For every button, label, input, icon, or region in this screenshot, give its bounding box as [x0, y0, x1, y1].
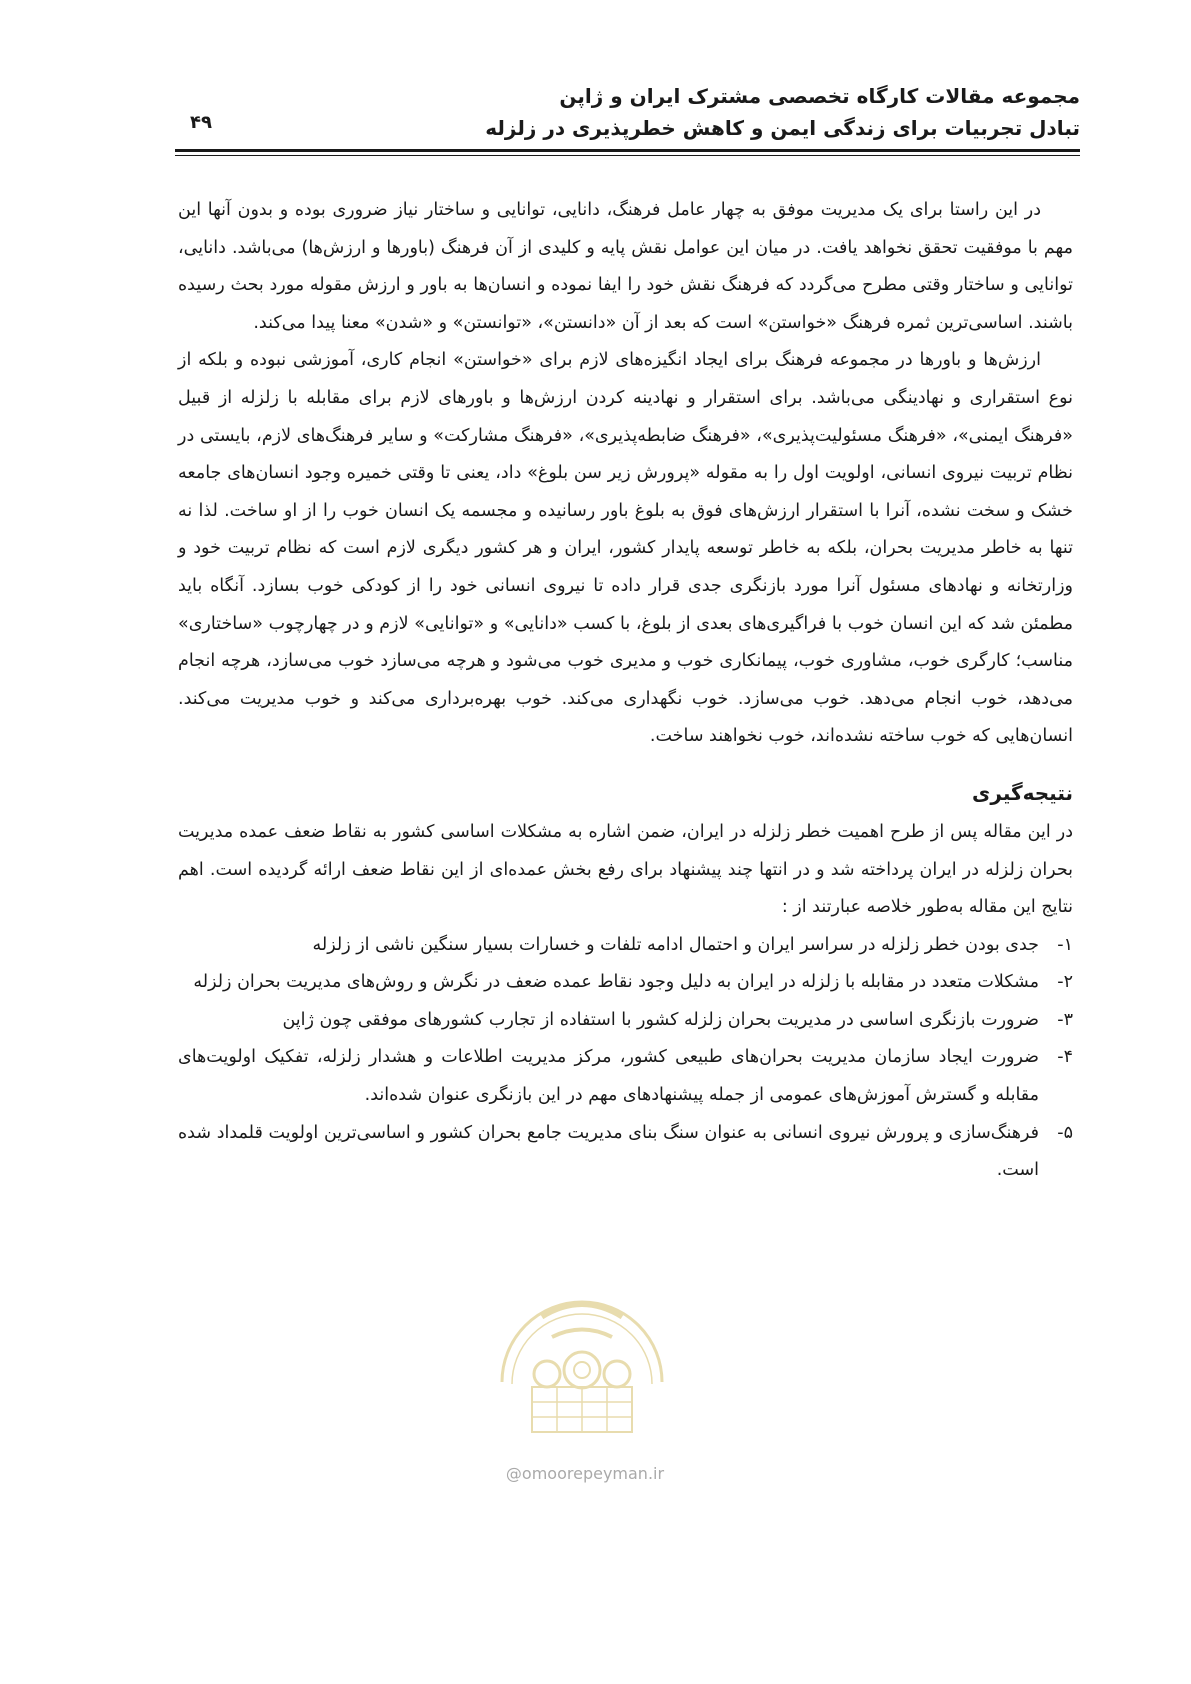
list-item-text: مشکلات متعدد در مقابله با زلزله در ایران به دلیل وجود نقاط عمده ضعف در نگرش و روش‌های مدیریت بحران زلزله — [193, 972, 1039, 993]
header-rule-thin — [175, 155, 1080, 156]
body-paragraph-1: در این راستا برای یک مدیریت موفق به چهار عامل فرهنگ، دانایی، توانایی و ساختار نیاز ضروری بوده و بدون آنها این مهم با موفقیت تحقق نخواهد یافت. در میان این عوامل نقش پایه و کلیدی از آن فرهنگ (باورها و ارزش‌ها) می‌باشد. دانایی، توانایی و ساختار وقتی مطرح می‌گردد که فرهنگ نقش خود را ایفا نموده و انسان‌ها به باور و ارزش مقوله مورد بحث رسیده باشند. اساسی‌ترین ثمره فرهنگ «خواستن» است که بعد از آن «دانستن»، «توانستن» و «شدن» معنا پیدا می‌کند. — [178, 200, 1073, 333]
list-item-number: ۳- — [1057, 1009, 1073, 1030]
list-item-number: ۴- — [1057, 1047, 1073, 1068]
page-number: ۴۹ — [190, 112, 212, 133]
conclusion-list — [178, 927, 1073, 1190]
page-header — [175, 80, 1080, 160]
list-item-text: فرهنگ‌سازی و پرورش نیروی انسانی به عنوان سنگ بنای مدیریت جامع بحران کشور و اساسی‌ترین اولویت قلمداد شده است. — [178, 1122, 1039, 1181]
header-title-line-1: مجموعه مقالات کارگاه تخصصی مشترک ایران و ژاپن — [559, 84, 1080, 108]
watermark-url: @omoorepeyman.ir — [505, 1464, 665, 1483]
list-item-text: ضرورت بازنگری اساسی در مدیریت بحران زلزله کشور با استفاده از تجارب کشورهای موفقی چون ژاپن — [282, 1009, 1039, 1030]
body-content — [178, 192, 1073, 1190]
conclusion-intro: در این مقاله پس از طرح اهمیت خطر زلزله در ایران، ضمن اشاره به مشکلات اساسی کشور به نقاط ضعف عمده مدیریت بحران زلزله در ایران پرداخته شد و در انتها چند پیشنهاد برای رفع بخش عمده‌ای از این نقاط ضعف ارائه گردیده است. اهم نتایج این مقاله به‌طور خلاصه عبارتند از : — [178, 821, 1073, 918]
list-item-text: ضرورت ایجاد سازمان مدیریت بحران‌های طبیعی کشور، مرکز مدیریت اطلاعات و هشدار زلزله، تفکیک اولویت‌های مقابله و گسترش آموزش‌های عمومی از جمله پیشنهادهای مهم در این بازنگری عنوان شده‌اند. — [178, 1047, 1039, 1106]
list-item-number: ۵- — [1057, 1122, 1073, 1143]
list-item — [178, 1039, 1073, 1114]
header-titles — [320, 80, 1080, 144]
list-item-number: ۲- — [1057, 972, 1073, 993]
header-rule-thick — [175, 149, 1080, 152]
list-item — [178, 1115, 1073, 1190]
header-title-line-2: تبادل تجربیات برای زندگی ایمن و کاهش خطرپذیری در زلزله — [485, 116, 1080, 140]
list-item — [178, 1002, 1073, 1040]
watermark-logo-mark — [502, 1302, 662, 1432]
list-item-text: جدی بودن خطر زلزله در سراسر ایران و احتمال ادامه تلفات و خسارات بسیار سنگین ناشی از زلزله — [312, 934, 1039, 955]
list-item — [178, 964, 1073, 1002]
list-item-number: ۱- — [1057, 934, 1073, 955]
list-item — [178, 927, 1073, 965]
watermark-logo-icon — [472, 1262, 692, 1442]
section-heading-conclusion: نتیجه‌گیری — [972, 780, 1073, 805]
body-paragraph-2: ارزش‌ها و باورها در مجموعه فرهنگ برای ایجاد انگیزه‌های لازم برای «خواستن» انجام کاری، آموزشی نبوده و بلکه از نوع استقراری و نهادینگی می‌باشد. برای استقرار و نهادینه کردن ارزش‌ها و باورهای لازم برای مقابله با زلزله از قبیل «فرهنگ ایمنی»، «فرهنگ مسئولیت‌پذیری»، «فرهنگ ضابطه‌پذیری»، «فرهنگ مشارکت» و سایر فرهنگ‌های لازم، بایستی در نظام تربیت نیروی انسانی، اولویت اول را به مقوله «پرورش زیر سن بلوغ» داد، یعنی تا وقتی خمیره وجود انسان‌های جامعه خشک و سخت نشده، آنرا با استقرار ارزش‌های فوق به بلوغ باور رسانیده و مجسمه یک انسان خوب را از او ساخت. لذا نه تنها به خاطر مدیریت بحران، بلکه به خاطر توسعه پایدار کشور، ایران و هر کشور دیگری لازم است که نظام تربیت خود و وزارتخانه و نهادهای مسئول آنرا مورد بازنگری جدی قرار داده تا نیروی انسانی خود را از کودکی خوب بسازد. آنگاه باید مطمئن شد که این انسان خوب با فراگیری‌های بعدی از بلوغ، با کسب «دانایی» و «توانایی» لازم و در چهارچوب «ساختاری» مناسب؛ کارگری خوب، مشاوری خوب، پیمانکاری خوب و مدیری خوب می‌شود و هرچه می‌سازد خوب می‌سازد، هرچه انجام می‌دهد، خوب انجام می‌دهد. خوب می‌سازد. خوب نگهداری می‌کند. خوب بهره‌برداری می‌کند و خوب مدیریت می‌کند. انسان‌هایی که خوب ساخته نشده‌اند، خوب نخواهند ساخت. — [178, 350, 1073, 747]
